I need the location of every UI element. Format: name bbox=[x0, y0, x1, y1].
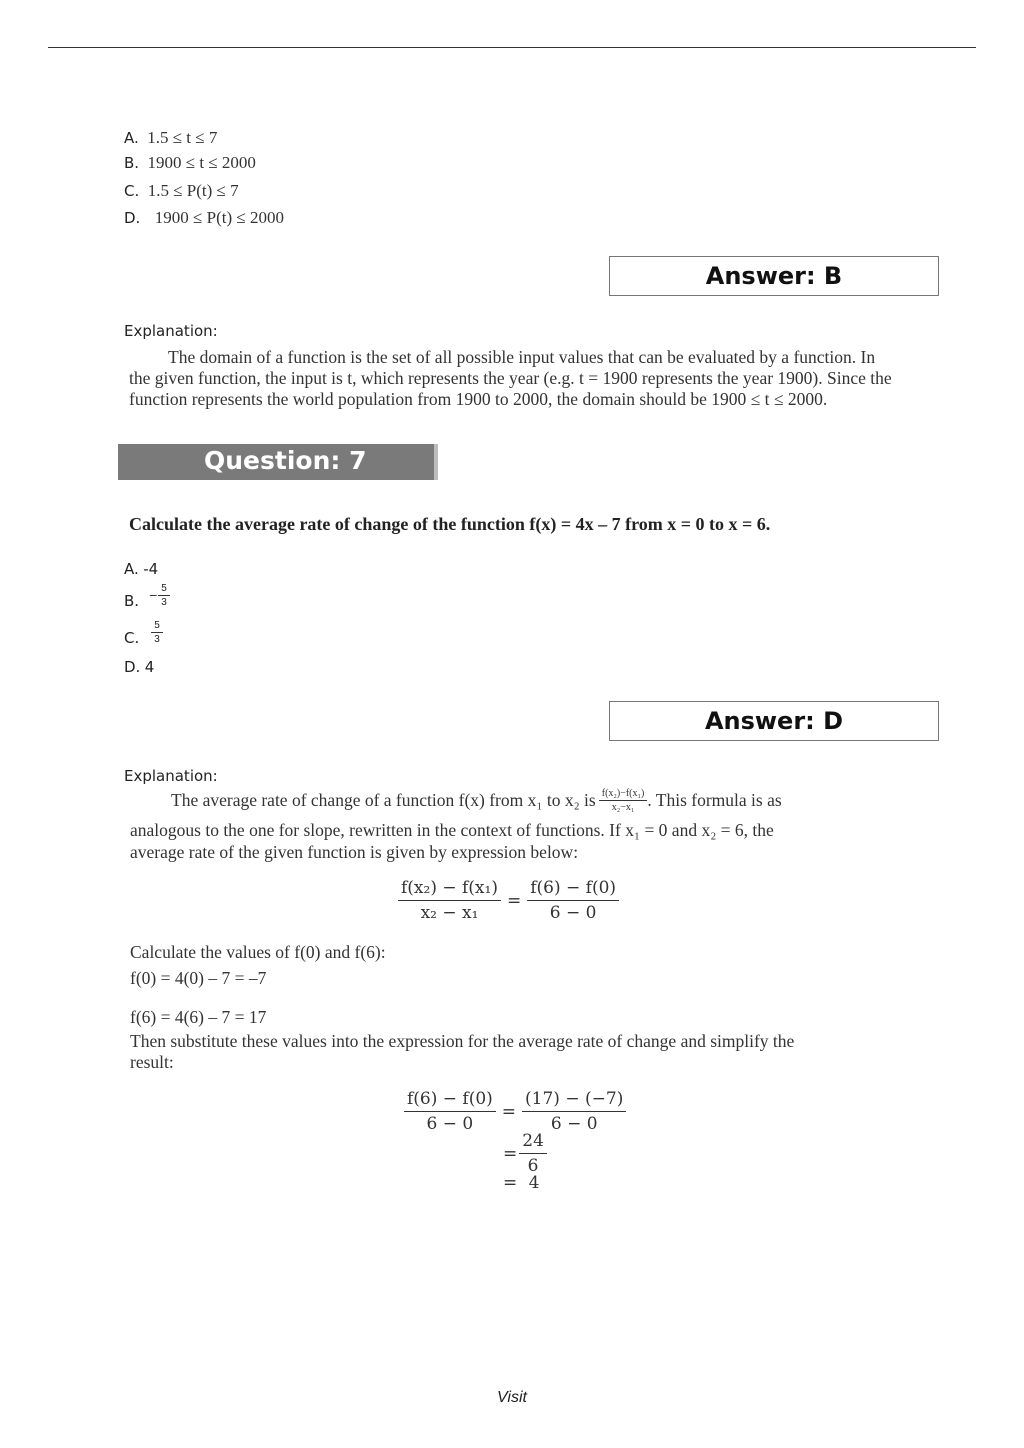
q6-option-d[interactable] bbox=[124, 208, 284, 228]
option-label: C. bbox=[124, 182, 140, 200]
q6-option-a[interactable] bbox=[124, 128, 217, 148]
numerator: f(6) − f(0) bbox=[527, 877, 619, 901]
answer-box bbox=[609, 256, 939, 296]
numerator: (17) − (−7) bbox=[522, 1088, 626, 1112]
result-value: 4 bbox=[528, 1173, 540, 1193]
option-label: D. bbox=[124, 658, 141, 676]
explanation-line-2: analogous to the one for slope, rewritten in the context of functions. If x₁ = 0 and x₂ = 6, the bbox=[130, 820, 774, 840]
q7-option-c[interactable] bbox=[124, 617, 163, 647]
option-text: 1.5 ≤ P(t) ≤ 7 bbox=[147, 181, 239, 200]
explanation-text: . This formula is as bbox=[647, 790, 782, 810]
equation-1 bbox=[398, 877, 619, 924]
question-header bbox=[118, 444, 438, 480]
numerator: 24 bbox=[519, 1130, 547, 1154]
numerator: f(6) − f(0) bbox=[404, 1088, 496, 1112]
option-label: D. bbox=[124, 209, 141, 227]
f0-line: f(0) = 4(0) – 7 = –7 bbox=[130, 968, 267, 988]
option-label: A. bbox=[124, 129, 139, 147]
answer-text: Answer: B bbox=[705, 262, 843, 290]
option-text: 4 bbox=[144, 658, 155, 676]
explanation-label: Explanation: bbox=[124, 322, 218, 340]
denominator: 3 bbox=[154, 633, 160, 645]
fraction bbox=[404, 1088, 496, 1135]
equals-sign: = bbox=[506, 890, 522, 911]
fraction bbox=[151, 620, 163, 645]
footer-text: Visit bbox=[497, 1389, 527, 1406]
numerator: 5 bbox=[151, 620, 163, 633]
denominator: 6 − 0 bbox=[549, 903, 597, 923]
fraction bbox=[398, 877, 501, 924]
option-text: -4 bbox=[143, 560, 159, 578]
option-text: 1.5 ≤ t ≤ 7 bbox=[147, 128, 218, 147]
explanation-line-1 bbox=[171, 788, 782, 813]
denominator: 6 − 0 bbox=[426, 1114, 474, 1134]
denominator: 6 − 0 bbox=[550, 1114, 598, 1134]
option-label: A. bbox=[124, 560, 139, 578]
fraction bbox=[522, 1088, 626, 1135]
denominator: 3 bbox=[161, 596, 167, 608]
equation-2 bbox=[404, 1088, 626, 1135]
option-label: C. bbox=[124, 629, 140, 647]
equation-2-step-2 bbox=[503, 1130, 547, 1177]
explanation-text: The domain of a function is the set of all possible input values that can be evaluated by a function. In the given function, the input is t, which represents the year (e.g. t = 1900 represents the year 1900). Since the function represents the world population from 1900 to 2000, the domain should be 1900 ≤ t ≤ 2000. bbox=[129, 347, 892, 409]
question-text: Calculate the average rate of change of the function f(x) = 4x – 7 from x = 0 to x = 6. bbox=[129, 514, 771, 534]
option-label: B. bbox=[124, 592, 140, 610]
calc-intro: Calculate the values of f(0) and f(6): bbox=[130, 942, 386, 962]
fraction bbox=[158, 583, 170, 608]
substitute-line-1: Then substitute these values into the expression for the average rate of change and simplify the bbox=[130, 1031, 795, 1051]
equals-sign: = bbox=[503, 1173, 518, 1193]
substitute-line-2: result: bbox=[130, 1052, 174, 1072]
numerator: f(x₂)−f(x₁) bbox=[599, 788, 648, 801]
q6-option-b[interactable] bbox=[124, 153, 256, 173]
q7-option-d[interactable] bbox=[124, 658, 154, 677]
rate-formula bbox=[599, 788, 648, 813]
explanation-line-3: average rate of the given function is given by expression below: bbox=[130, 842, 579, 862]
question-title: Question: 7 bbox=[204, 446, 367, 475]
fraction bbox=[527, 877, 619, 924]
denominator: x₂−x₁ bbox=[611, 802, 635, 813]
header-rule bbox=[48, 47, 976, 48]
equals-sign: = bbox=[501, 1101, 517, 1122]
explanation-label: Explanation: bbox=[124, 767, 218, 785]
equals-sign: = bbox=[503, 1143, 518, 1164]
q6-option-c[interactable] bbox=[124, 181, 239, 201]
numerator: 5 bbox=[158, 583, 170, 596]
q7-option-a[interactable] bbox=[124, 560, 158, 579]
option-text: 1900 ≤ t ≤ 2000 bbox=[147, 153, 256, 172]
q7-option-b[interactable] bbox=[124, 580, 170, 610]
denominator: x₂ − x₁ bbox=[420, 903, 479, 923]
explanation-text: The average rate of change of a function f(x) from x₁ to x₂ is bbox=[171, 790, 596, 810]
option-label: B. bbox=[124, 154, 140, 172]
minus-sign: − bbox=[149, 587, 158, 603]
fraction bbox=[519, 1130, 547, 1177]
option-text: 1900 ≤ P(t) ≤ 2000 bbox=[154, 208, 284, 227]
numerator: f(x₂) − f(x₁) bbox=[398, 877, 501, 901]
f6-line: f(6) = 4(6) – 7 = 17 bbox=[130, 1007, 267, 1027]
denominator: 6 bbox=[527, 1156, 539, 1176]
answer-text: Answer: D bbox=[704, 707, 844, 735]
answer-box bbox=[609, 701, 939, 741]
equation-2-step-3 bbox=[503, 1172, 539, 1194]
